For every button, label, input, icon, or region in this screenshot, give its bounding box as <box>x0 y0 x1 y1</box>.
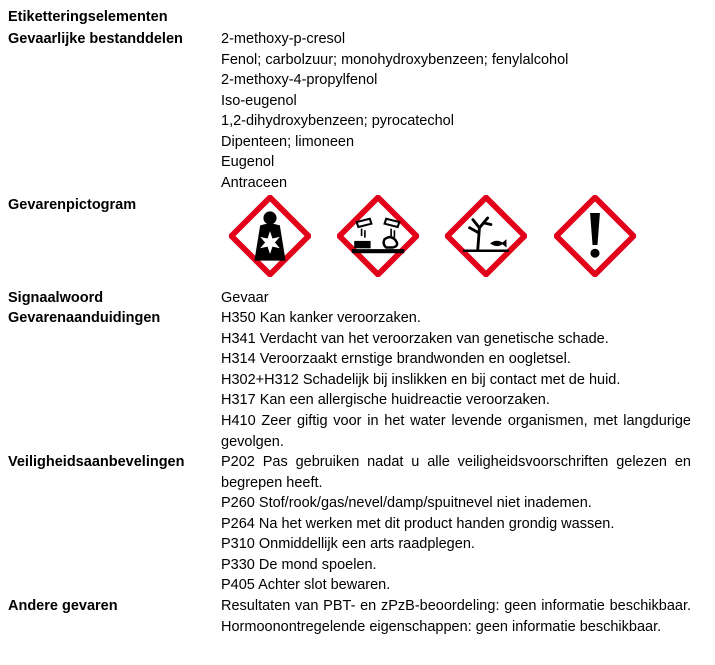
pictograms-label: Gevarenpictogram <box>8 197 137 213</box>
other-hazards-value: Resultaten van PBT- en zPzB-beoordeling: geen informatie beschikbaar. Hormoonontregelende eigenschappen: geen informatie beschikbaar. <box>221 598 691 635</box>
hazard-statement: H302+H312 Schadelijk bij inslikken en bij contact met de huid. <box>221 372 621 388</box>
component-item: Antraceen <box>221 175 288 191</box>
precautionary-statement: P264 Na het werken met dit product handen grondig wassen. <box>221 516 615 532</box>
corrosion-icon <box>337 195 419 277</box>
hazard-statement: H350 Kan kanker veroorzaken. <box>221 310 421 326</box>
precautionary-statements-label: Veiligheidsaanbevelingen <box>8 454 185 470</box>
component-item: 1,2-dihydroxybenzeen; pyrocatechol <box>221 113 454 129</box>
component-item: 2-methoxy-4-propylfenol <box>221 72 378 88</box>
component-item: 2-methoxy-p-cresol <box>221 31 346 47</box>
hazard-statement: H314 Veroorzaakt ernstige brandwonden en oogletsel. <box>221 351 571 367</box>
other-hazards-label: Andere gevaren <box>8 598 118 614</box>
component-item: Fenol; carbolzuur; monohydroxybenzeen; fenylalcohol <box>221 52 569 68</box>
precautionary-statement: P405 Achter slot bewaren. <box>221 577 391 593</box>
hazard-statements-label: Gevarenaanduidingen <box>8 310 161 326</box>
signal-word-value: Gevaar <box>221 290 269 306</box>
precautionary-statement: P202 Pas gebruiken nadat u alle veiligheidsvoorschriften gelezen en begrepen heeft. <box>221 454 691 491</box>
component-item: Dipenteen; limoneen <box>221 134 355 150</box>
health-hazard-icon <box>229 195 311 277</box>
hazard-statement: H410 Zeer giftig voor in het water levende organismen, met langdurige gevolgen. <box>221 413 691 450</box>
hazardous-components-label: Gevaarlijke bestanddelen <box>8 31 183 47</box>
precautionary-statement: P310 Onmiddellijk een arts raadplegen. <box>221 536 475 552</box>
precautionary-statement: P330 De mond spoelen. <box>221 557 377 573</box>
section-title: Etiketteringselementen <box>8 9 168 25</box>
signal-word-label: Signaalwoord <box>8 290 104 306</box>
component-item: Eugenol <box>221 154 275 170</box>
hazard-statement: H341 Verdacht van het veroorzaken van genetische schade. <box>221 331 609 347</box>
component-item: Iso-eugenol <box>221 93 297 109</box>
environment-icon <box>445 195 527 277</box>
precautionary-statement: P260 Stof/rook/gas/nevel/damp/spuitnevel niet inademen. <box>221 495 592 511</box>
exclamation-icon <box>554 195 636 277</box>
hazard-statement: H317 Kan een allergische huidreactie veroorzaken. <box>221 392 550 408</box>
